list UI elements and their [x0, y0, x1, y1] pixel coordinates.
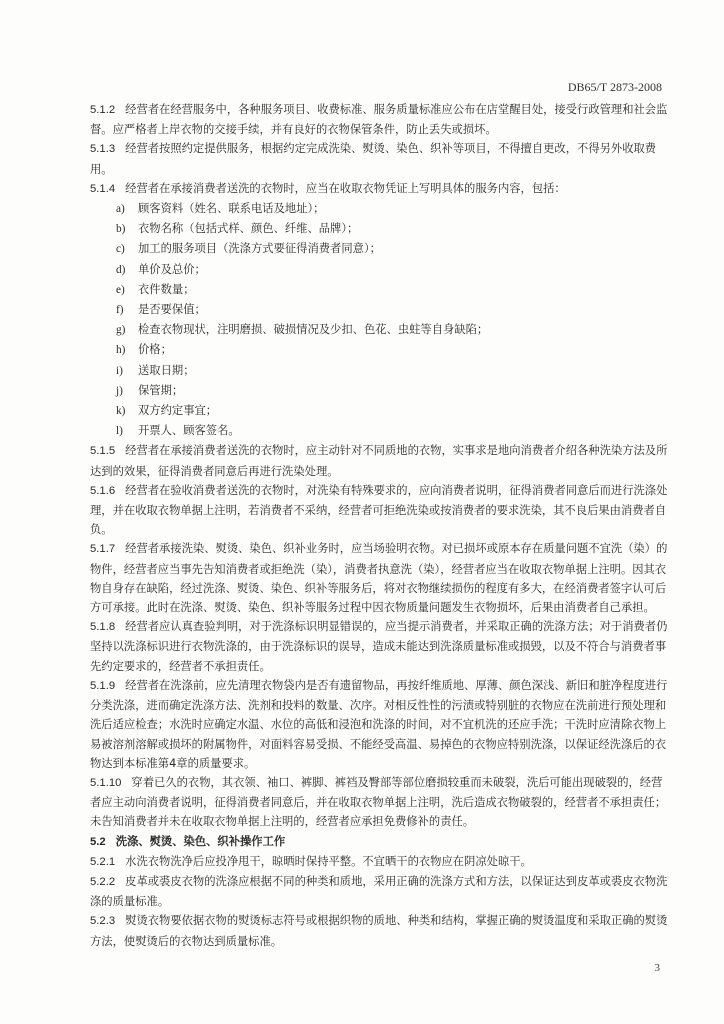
list-item: g) 检查衣物现状，注明磨损、破损情况及少扣、色花、虫蛀等自身缺陷； [116, 323, 489, 337]
clause-5-1-7: 5.1.7 经营者承接洗染、熨烫、染色、织补业务时，应当场验明衣物。对已损坏或原本存在质量问题不宜洗（染）的物件，经营者应当事先告知消费者或拒绝洗（染），消费者执意洗（染），经营者应当在收取衣物单据上注明。因其衣物自身存在缺陷，经过洗涤、熨烫、染色、织补等服务后，将对衣物继续损伤的程度有多大，在经消费者签字认可后方可承接。此时在洗涤、熨烫、染色、织补等服务过程中因衣物质量问题发生衣物损坏，后果由消费者自己承担。 [90, 542, 668, 615]
clause-5-1-10: 5.1.10 穿着已久的衣物，其衣领、袖口、裤脚、裤裆及臀部等部位磨损较重而未破裂，洗后可能出现破裂的，经营者应主动向消费者说明，征得消费者同意后，并在收取衣物单据上注明，洗后造成衣物破裂的，经营者不承担责任；未告知消费者并未在收取衣物单据上注明的，经营者应承担免费修补的责任。 [90, 775, 667, 829]
document-body [90, 100, 668, 951]
list-item: f) 是否要保值； [116, 303, 206, 317]
clause-5-1-2: 5.1.2 经营者在经营服务中，各种服务项目、收费标准、服务质量标准应公布在店堂醒目处，接受行政管理和社会监督。应严格者上岸衣物的交接手续，并有良好的衣物保管条件，防止丢失或损坏。 [90, 103, 668, 137]
section-heading-5-2: 5.2 洗涤、熨烫、染色、织补操作工作 [90, 834, 286, 848]
list-item: i) 送取日期； [116, 363, 195, 377]
clause-5-1-9: 5.1.9 经营者在洗涤前，应先清理衣物袋内是否有遗留物品，再按纤维质地、厚薄、颜色深浅、新旧和脏净程度进行分类洗涤，进而确定洗涤方法、洗剂和投料的数量、次序。对相反性性的污渍或特别脏的衣物应在洗前进行预处理和洗后适应检查；水洗时应确定水温、水位的高低和浸泡和洗涤的时间，对不宜机洗的还应手洗；干洗时应清除衣物上易被溶剂溶解或损坏的附属物件，对面料容易受损、不能经受高温、易掉色的衣物应特别洗涤，以保证经洗涤后的衣物达到本标准第4章的质量要求。 [90, 678, 668, 770]
clause-5-1-3: 5.1.3 经营者按照约定提供服务，根据约定完成洗染、熨烫、染色、织补等项目，不得擅自更改，不得另外收取费用。 [90, 142, 657, 176]
clause-5-1-5: 5.1.5 经营者在承接消费者送洗的衣物时，应主动针对不同质地的衣物，实事求是地向消费者介绍各种洗染方法及所达到的效果，征得消费者同意后再进行洗染处理。 [90, 444, 668, 478]
clause-5-2-1: 5.2.1 水洗衣物洗净后应投净甩干，晾晒时保持平整。不宜晒干的衣物应在阴凉处晾干。 [90, 854, 532, 868]
clause-5-2-3: 5.2.3 熨烫衣物要依据衣物的熨烫标志符号或根据织物的质地、种类和结构，掌握正确的熨烫温度和采取正确的熨烫方法，使熨烫后的衣物达到质量标准。 [90, 914, 668, 948]
list-item: l) 开票人、顾客签名。 [116, 424, 240, 438]
list-item: d) 单价及总价； [116, 262, 206, 276]
clause-5-1-8: 5.1.8 经营者应认真查验判明，对于洗涤标识明显错误的，应当提示消费者，并采取正确的洗涤方法；对于消费者仍坚持以洗涤标识进行衣物洗涤的，由于洗涤标识的误导，造成未能达到洗涤质量标准或损毁，以及不符合与消费者事先约定要求的，经营者不承担责任。 [90, 620, 668, 673]
list-item: b) 衣物名称（包括式样、颜色、纤维、品牌）； [116, 222, 359, 236]
clause-5-1-4: 5.1.4 经营者在承接消费者送洗的衣物时，应当在收取衣物凭证上写明具体的服务内容，包括： [90, 181, 566, 195]
list-item: e) 衣件数量； [116, 282, 195, 296]
list-item: j) 保管期； [116, 383, 184, 397]
list-item: c) 加工的服务项目（洗涤方式要征得消费者同意）； [116, 242, 381, 256]
list-item: h) 价格； [116, 343, 172, 357]
list-item: k) 双方约定事宜； [116, 404, 218, 418]
page-number: 3 [654, 962, 660, 974]
clause-5-2-2: 5.2.2 皮革或裘皮衣物的洗涤应根据不同的种类和质地，采用正确的洗涤方式和方法，以保证达到皮革或裘皮衣物洗涤的质量标准。 [90, 874, 668, 909]
standard-code: DB65/T 2873-2008 [567, 80, 662, 94]
clause-5-1-6: 5.1.6 经营者在验收消费者送洗的衣物时，对洗染有特殊要求的，应向消费者说明，征得消费者同意后而进行洗涤处理，并在收取衣物单据上注明，若消费者不采纳，经营者可拒绝洗染或按消费者的要求洗染，其不良后果由消费者自负。 [90, 483, 668, 537]
list-item: a) 顾客资料（姓名、联系电话及地址）； [116, 202, 325, 216]
